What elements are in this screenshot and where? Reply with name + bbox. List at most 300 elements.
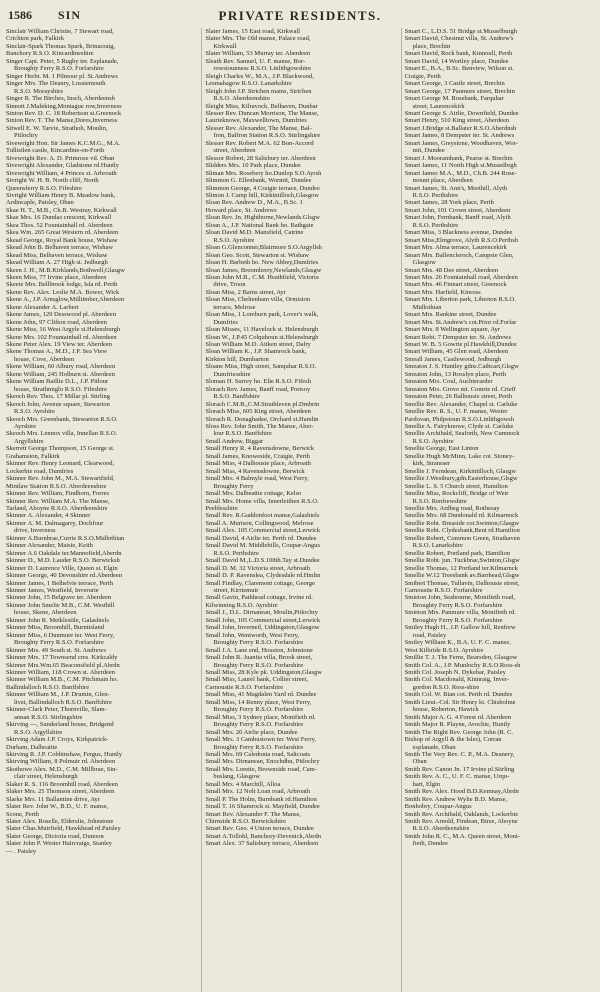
directory-entry-line: Singer Herbt. M. 1 Pilmour pl. St.Andrews [6, 72, 118, 80]
directory-entry-line: Sivright William Henry B. Meadow bank, [6, 191, 116, 199]
directory-entry-line: Skinner William M.B., C.M. Pitchmain ho. [6, 676, 119, 684]
directory-entry-line: Skinner James, Westfield, Inverurie [6, 586, 99, 594]
directory-entry-line: Sloan Miss, 1 Loreburn park, Lover's walk, [205, 311, 319, 319]
directory-entry-line: Smeaton Mrs. Grove mt. Comrie rd. Crieff [404, 385, 516, 393]
directory-entry-line: Skinner A. M. Dalmagarry, Dochfour [6, 519, 104, 527]
directory-entry-line: drive, Inverness [14, 527, 56, 535]
directory-entry-line: Sliman Mrs. Rosebery ho.Dunlop S.O.Ayrsh [205, 169, 322, 177]
directory-entry-line: Craigie, Perth [404, 72, 441, 80]
directory-entry-line: Sloan Miss, 2 Barns street, Ayr [205, 288, 286, 296]
directory-entry-line: R.S.O. Ayrshire [412, 437, 454, 445]
directory-entry-line: Small P. The Holm, Burnbank rd.Hamilton [205, 795, 317, 803]
directory-entry-line: Queensferry R.S.O. Fifeshire [6, 184, 82, 192]
directory-entry-line: Sivewright William, 4 Princes st. Arbroath [6, 169, 117, 177]
directory-entry-line: Smart Mrs. 48 Dee street, Aberdeen [404, 266, 498, 274]
directory-entry-line: Sloan William K., J.P. Shamrock bank, [205, 348, 307, 356]
directory-entry-line: Slorach R. Donaghadee, Orchard st.Hamltn [205, 415, 319, 423]
directory-entry-line: Skea Thos. 52 Fountainhall rd. Aberdeen [6, 221, 113, 229]
directory-entry-line: Smieton John, Seabourne, Monifieth road, [404, 594, 515, 602]
directory-entry-line: Smart Mrs. 46 Finnart street, Greenock [404, 281, 507, 289]
directory-entry-line: Smith Rev. Canon Jn. 17 Irvine pl.Stirling [404, 765, 515, 773]
directory-entry-line: Smart David, Chestnut villa, St. Andrew's [404, 35, 514, 43]
directory-entry-line: Banchory R.S.O. Kincardineshire [6, 50, 94, 58]
directory-entry-line: Smart Mrs. 8 Wellington square, Ayr [404, 326, 501, 334]
directory-entry-line: Smart Henry, 510 King street, Aberdeen [404, 117, 510, 125]
directory-entry-line: Small David M.,L.D.S.108th.Tay st.Dundee [205, 557, 320, 565]
directory-entry-line: Sivright W. H. B. North cliff, North [6, 177, 99, 185]
directory-entry-line: Small Mrs. Dirnanean, Enochdhu, Pitlochry [205, 758, 320, 766]
directory-entry-line: Sloan Miss, Cheltenham villa, Ormiston [205, 296, 311, 304]
directory-entry-line: Skead George, Royal Bank house, Wishaw [6, 236, 118, 244]
directory-entry-line: house, Cove, Aberdeen [14, 355, 75, 363]
directory-entry-line: Smart Alex. 37 Salisbury terrace, Aberdeen [205, 840, 319, 848]
directory-entry-line: Broughty Ferry R.S.O. Forfarshire [213, 743, 304, 751]
directory-entry-line: Singer Mrs. The Deanry, Lossiemouth [6, 80, 106, 88]
directory-entry-line: street, Laurencekirk [412, 102, 465, 110]
directory-entry-line: Sleath Rev. Samuel, U. F. manse, Bor- [205, 57, 306, 65]
directory-entry-line: Small Miss, 28 Kyle pk. Uddingston,Glasgw [205, 668, 322, 676]
directory-entry-line: Smart Mrs. 26 Fountainhall road, Aberdeen [404, 273, 518, 281]
directory-entry-line: Sinnott J.Mafeking,Montague row,Inverness [6, 102, 122, 110]
directory-entry-line: R.S.O. Aberdeenshire [213, 95, 271, 103]
directory-entry-line: Smellie Robert, Portland park, Hamilton [404, 549, 511, 557]
directory-entry-line: Smart J. Moorambank, Pearse st. Brechin [404, 154, 513, 162]
directory-entry-line: Sloan William M.D. Aitken street, Dalry [205, 341, 311, 349]
directory-entry-line: Smart David, Rock bank, Kinnoull, Perth [404, 50, 513, 58]
directory-entry-line: Ardincaple, Paisley, Oban [6, 199, 74, 207]
directory-entry-line: Smart George, 17 Panmure street, Brechin [404, 87, 515, 95]
directory-entry-line: Skeoch John, Avenue square, Stewarton [6, 400, 110, 408]
directory-entry-line: Sloan W., J.P.45 Colquhoun st.Helensburgh [205, 333, 319, 341]
directory-entry-line: Small James, Knoweside, Craigie, Perth [205, 452, 310, 460]
directory-entry-line: Smart George S. Airlie, Downfield, Dundee [404, 109, 519, 117]
directory-entry-line: Sloan John M.B., C.M. Heathfield, Victoria [205, 273, 319, 281]
directory-entry-line: Skene Peter Alex. 19 View ter. Aberdeen [6, 341, 112, 349]
directory-entry-line: Midlothian [412, 303, 442, 311]
directory-entry-line: Small Mrs. Dalbeattie cottage, Kelso [205, 490, 302, 498]
column-3 [401, 28, 594, 992]
directory-entry-line: place, Brechin [412, 42, 451, 50]
directory-entry-line: Slater Chas.Muirfield, Hawkhead rd.Paisley [6, 825, 121, 833]
directory-entry-line: Sloan Rev. Jn. Highthorne,Newlands.Glsgw [205, 214, 320, 222]
directory-entry-line: Small Miss, 4 Ravensdowne, Berwick [205, 467, 305, 475]
directory-entry-line: Broughty Ferry R.S.O. Forfarshire [412, 616, 503, 624]
directory-entry-line: R.S.O. Ayrshire [213, 236, 255, 244]
directory-entry-line: Broughty Ferry R.S.O. Forfarshire [213, 706, 304, 714]
directory-columns [6, 28, 594, 992]
directory-entry-line: Smith John R. C., M.A. Queen street, Moni- [404, 832, 521, 840]
column-2 [201, 28, 394, 992]
directory-entry-line: Smeaton John, 13 Rosslyn place, Perth [404, 370, 506, 378]
directory-entry-line: terrace, Melrose [213, 303, 256, 311]
directory-entry-line: Sitwell E. W. Tarvie, Strathoh, Moulin, [6, 124, 108, 132]
directory-entry-line: Skene William, 60 Albury road, Aberdeen [6, 363, 116, 371]
directory-entry-line: Skene William, 245 Holburn st. Aberdeen [6, 370, 115, 378]
directory-entry-line: Howard place, St. Andrews [205, 206, 277, 214]
directory-entry-line: Sloan James, Broomberry,Newlands,Glasgw [205, 266, 322, 274]
directory-entry-line: Skinner Mrs.Wm.65 Beaconsfield pl.Abrdn [6, 661, 120, 669]
directory-entry-line: road, Paisley [412, 631, 447, 639]
directory-entry-line: R.S.O. Banffshire [213, 393, 260, 401]
directory-entry-line: Sinclair-Spark Thomas Spark, Brinacraig, [6, 42, 115, 50]
directory-entry-line: Slarke Mrs. 11 Ballantine drive, Ayr [6, 795, 100, 803]
directory-entry-line: Skead John B. Belhaven terrace, Wishaw [6, 244, 114, 252]
directory-entry-line: Small John, Inverneil, Uddingston,Glasgow [205, 624, 320, 632]
directory-entry-line: Slater George, Dictoria road, Dunoon [6, 832, 104, 840]
directory-entry-line: Smiley William K., B.A. U. F. C. manse, [404, 639, 511, 647]
directory-entry-line: Smart Miss, 3 Blackness avenue, Dundee [404, 229, 513, 237]
directory-entry-line: Broughty Ferry R.S.O. Forfarshire [213, 721, 304, 729]
directory-entry-line: Sloan Geo. Scott, Stewarton st. Wishaw [205, 251, 309, 259]
column-1 [6, 28, 195, 992]
directory-entry-line: Sloan Rev. Andrew D., M.A., B.Sc. 1 [205, 199, 303, 207]
directory-entry-line: Slater William, 53 Murray ter. Aberdeen [205, 50, 311, 58]
directory-entry-line: Pardovan, Philpstoun R.S.O.Linlithgowsh [404, 415, 515, 423]
directory-entry-line: Glasgow [412, 259, 436, 267]
directory-entry-line: Smart George M. Rosebank, Farquhar [404, 95, 504, 103]
directory-entry-line: Smart James, 28 York place, Perth [404, 199, 494, 207]
directory-entry-line: Grahamston, Falkirk [6, 452, 60, 460]
directory-entry-line: Skinner Rev. William, Findhorn, Forres [6, 490, 110, 498]
directory-entry-line: Smart Mrs. Alma terrace, Laurencekirk [404, 244, 507, 252]
directory-entry-line: Singer R. The Birches, Insch, Aberdeensh [6, 95, 115, 103]
directory-entry-line: Smith Rev. A. C., U. F. C. manse, Urqu- [404, 773, 510, 781]
directory-entry-line: Skead William A. 27 High st. Jedburgh [6, 259, 108, 267]
directory-entry-line: Smellie Thomas, 12 Portland ter.Kilmarnck [404, 564, 518, 572]
directory-entry-line: Smellie J.Westbury,gdn.Easterhouse,Glsgw [404, 475, 518, 483]
directory-entry-line: Smith The Right Rev. George John (R. C. [404, 728, 514, 736]
directory-entry-line: mount place, Aberdeen [412, 177, 473, 185]
directory-entry-line: Skinner Miss, 6 Dunmure ter. West Ferry, [6, 631, 115, 639]
directory-entry-line: R.S.O. Ayrshire [14, 408, 55, 416]
directory-entry-line: Smart William, 45 Glen road, Aberdeen [404, 348, 509, 356]
directory-entry-line: Small A. Murison, Collingwood, Melrose [205, 519, 314, 527]
directory-entry-line: R.S.O. Perthshire [412, 221, 459, 229]
directory-entry-line: Skinner Rev. John M., M.A. Stewartfield, [6, 475, 115, 483]
directory-entry-line: Durham, Dalbeattie [6, 743, 58, 751]
directory-entry-line: Broughty Ferry R.S.O. Forfarshire [14, 65, 104, 73]
directory-entry-line: Small J.A. Lane end, Houston, Johnstone [205, 646, 313, 654]
directory-entry-line: Sloss Rev. John Smith, The Manse, Aber- [205, 423, 314, 431]
directory-entry-line: Skeoch Rev. Thos. 17 Millar pl. Stirling [6, 393, 110, 401]
directory-entry-line: Slesser Rev. Duncan Morrison, The Manse, [205, 109, 319, 117]
directory-entry-line: Smith Col. W. Bian cot. Perth rd. Dundee [404, 691, 513, 699]
directory-entry-line: Smellie Rev. R. S., U. F. manse, Wester [404, 408, 508, 416]
directory-entry-line: Skinner William, 118 Crown st. Aberdeen [6, 668, 115, 676]
directory-entry-line: Small J., D.L. Dirnanean, Moulin,Pitlochry [205, 609, 318, 617]
directory-entry-line: Smart A.Tollohl, Banchory-Devenick,Abrdn [205, 832, 321, 840]
directory-entry-line: Skea Wm. 265 Great Western rd. Aberdeen [6, 229, 119, 237]
directory-entry-line: Sinclair William Christie, 7 Stewart road, [6, 28, 114, 35]
directory-entry-line: Smart John, 101 Crown street, Aberdeen [404, 206, 511, 214]
directory-entry-line: Slater James, 15 East road, Kirkwall [205, 28, 301, 35]
directory-entry-line: rowstounness R.S.O. Linlithgowshire [213, 65, 312, 73]
directory-entry-line: esplanade, Oban [412, 743, 456, 751]
directory-entry-line: Smellie Hugh McMinn, Lake cot. Stoney- [404, 452, 515, 460]
directory-entry-line: Skinner A.Burnbrae,Currie R.S.O.Midlothian [6, 534, 125, 542]
directory-entry-line: R.S.O. Perthshire [412, 191, 459, 199]
directory-entry-line: Sloan A., J.P. National Bank ho. Bathgate [205, 221, 314, 229]
directory-entry-line: Small Miss, Laurel bank, Collier street, [205, 676, 308, 684]
directory-entry-line: Smart Rev. Alexander F. The Manse, [205, 810, 302, 818]
directory-entry-line: Broughty Ferry R.S.O. Forfarshire [213, 661, 304, 669]
directory-entry-line: Skerrett George Thompson, 15 George st. [6, 445, 115, 453]
directory-entry-line: Skinner John R. Meiklestile, Galashiels [6, 616, 109, 624]
directory-entry-line: Skinner Miss, Broomhill, Burntisland [6, 624, 105, 632]
directory-entry-line: Slater Rev. John W., B.D., U. F. manse, [6, 803, 109, 811]
directory-entry-line: Sloman H. Surrey ho. Elie R.S.O. Fifesh [205, 378, 311, 386]
directory-entry-line: Smellie Robt. Breaside cot.Swinton,Glasgw [404, 519, 520, 527]
directory-entry-line: Skeen Miss, 77 Irvine place, Aberdeen [6, 273, 107, 281]
directory-entry-line: Slimmon George, 4 Craigie terrace, Dundee [205, 184, 320, 192]
directory-entry-line: Slorach Rev. James, Banff road, Portsoy [205, 385, 311, 393]
directory-entry-line: Smart Mrs. Liberton park, Liberton R.S.O. [404, 296, 516, 304]
directory-entry-line: Slimmon G. Ellenbank, Wormit, Dundee [205, 177, 312, 185]
directory-entry-line: Smart James, Greystone, Woodhaven, Wor- [404, 139, 518, 147]
directory-entry-line: Smeaton J. S. Huntley gdns.Cathcart,Glsgw [404, 363, 519, 371]
directory-entry-line: Skae H. T., M.B., Ch.B. Westray, Kirkwall [6, 206, 117, 214]
directory-entry-line: Skirving Adam J.P. Croys, Kirkpatrick- [6, 736, 109, 744]
directory-entry-line: Slessor Robert, 28 Salisbury ter. Aberdeen [205, 154, 316, 162]
directory-entry-line: street, Kirriemuir [213, 586, 259, 594]
directory-entry-line: Skirving R. J.P. Cobbinshaw, Fergus, Huntly [6, 750, 123, 758]
directory-entry-line: Ayrshire [14, 423, 37, 431]
directory-entry-line: lour R.S.O. Banffshire [213, 430, 272, 438]
directory-entry-line: Skene William Baillie D.L., J.P. Pitlour [6, 378, 109, 386]
directory-entry-line: R.S.O. Lanarkshire [412, 542, 463, 550]
directory-entry-line: — . Paisley [6, 847, 37, 855]
directory-entry-line: Smellie W.12 Treesbank av.Barrhead,Glsgw [404, 572, 520, 580]
directory-entry-line: Smellie Rev. Alexander, Chapel st. Carluke [404, 400, 518, 408]
directory-entry-line: Lockerbie road, Dumfries [6, 467, 74, 475]
directory-entry-line: Smart Rev. Geo. 4 Union terrace, Dundee [205, 825, 314, 833]
directory-entry-line: Small Miss, 4 Dalhousie place, Arbroath [205, 460, 311, 468]
directory-entry-line: Sinton Rev. T. The Manse,Dores,Inverness [6, 117, 118, 125]
directory-entry-line: Smart John, Fernbank, Banff road, Alyth [404, 214, 511, 222]
directory-entry-line: clair street, Helensburgh [14, 773, 78, 781]
directory-entry-line: Small Gavin, Pathhead cottage, Irvine rd. [205, 594, 313, 602]
directory-entry-line: Small Mrs. Home villa, Innerleithen R.S.O. [205, 497, 319, 505]
directory-entry-line: Small Henry R. 4 Ravensdowne, Berwick [205, 445, 315, 453]
directory-entry-line: Sloane Miss, High street, Sanquhar R.S.O. [205, 363, 317, 371]
directory-entry-line: livet, Ballindalloch R.S.O. Banffshire [14, 698, 112, 706]
directory-entry-line: Skae Mrs. 16 Dundas crescent, Kirkwall [6, 214, 112, 222]
directory-entry-line: hart, Elgin [412, 780, 441, 788]
directory-entry-line: Sivewright Alexander, Gladstone rd.Huntly [6, 162, 119, 170]
directory-entry-line: Skeoch Mrs. Greenbank, Stewarton R.S.O. [6, 415, 118, 423]
directory-entry-line: Smellie A. Fairyknowe, Clyde st. Carluke [404, 423, 514, 431]
directory-entry-line: Skinner Mrs. 17 Townsend cres. Kirkcaldy [6, 654, 118, 662]
directory-entry-line: fron, Balfron Station R.S.O. Stirlingshire [213, 132, 321, 140]
directory-entry-line: Smeaton Mrs. Coul, Auchterarder [404, 378, 493, 386]
directory-entry-line: Slaker R. S. 116 Broomhill road, Aberdeen [6, 780, 118, 788]
directory-entry-line: Smellie Miss, Rockcliff, Bridge of Weir [404, 490, 509, 498]
directory-entry-line: Small Miss, 3 Sydney place, Monifieth rd. [205, 713, 316, 721]
directory-entry-line: Skinner Mrs. 49 South st. St. Andrews [6, 646, 106, 654]
directory-entry-line: Smith Major A. G. 4 Forest rd. Aberdeen [404, 713, 512, 721]
directory-entry-line: Smart J.Bridge st.Ballater R.S.O.Aberdnsh [404, 124, 517, 132]
directory-entry-line: Carnoustie R.S.O. Forfarshire [205, 683, 284, 691]
directory-entry-line: Smith Lieut.-Col. Sir Henry kt. Chisholme [404, 698, 516, 706]
directory-entry-line: Skene Thomas A., M.D., J.P. Sea View [6, 348, 108, 356]
directory-entry-line: Smeaton Peter, 26 Balhousie street, Perth [404, 393, 513, 401]
directory-entry-line: Smart C., L.D.S. 51 Bridge st.Musselburgh [404, 28, 518, 35]
directory-entry-line: Smith Col. Macdonald, Kinnraig, Inver- [404, 676, 510, 684]
directory-entry-line: Small Mrs. 12 Nolt Loan road, Arbroath [205, 788, 311, 796]
directory-entry-line: Smellie Robert, Common Green, Strathaven [404, 534, 520, 542]
directory-entry-line: Skeen J. H., M.B.Kirklands,Bothwell,Glasgw [6, 266, 125, 274]
directory-entry-line: Smart E., B.A., B.Sc. Benview, Wilson st. [404, 65, 514, 73]
directory-entry-line: Smeall James, Castlewood, Jedburgh [404, 355, 502, 363]
directory-entry-line: Ballindalloch R.S.O. Banffshire [6, 683, 90, 691]
directory-entry-line: Sivewright Hon. Sir James K.C.M.G., M.A. [6, 139, 121, 147]
directory-entry-line: Skead Miss, Belhaven terrace, Wishaw [6, 251, 108, 259]
directory-entry-line: Sivewright Rev. A. D. Primrose vil. Oban [6, 154, 115, 162]
directory-entry-line: Smith Rev. Alex. Hood B.D.Kemnay,Abrdn [404, 788, 519, 796]
directory-entry-line: Smith Rev. Arnold, Findean, Birse, Aboyne [404, 818, 518, 826]
directory-entry-line: Small Mrs. 3 Cambustown ter. West Ferry, [205, 736, 317, 744]
directory-entry-line: R.S.O. Morayshire [14, 87, 64, 95]
directory-entry-line: Tullisilen castle, Kincardine-on-Forth [6, 147, 105, 155]
directory-entry-line: Sleigh John J.P. Strichen mains, Strichen [205, 87, 312, 95]
directory-entry-line: Smillie T. J. The Ferns, Bearsden, Glasgow [404, 654, 518, 662]
directory-entry-line: Small John R. Juanita villa, Brook street, [205, 654, 313, 662]
directory-entry-line: Skene Rev. Alex. Leslie M.A. Bower, Wick [6, 288, 120, 296]
directory-entry-line: Oban [412, 758, 427, 766]
directory-entry-line: Bishop of Argyll & the Isles), Corran [404, 736, 502, 744]
section-code: SIN [58, 8, 82, 22]
directory-entry-line: Laurieknowe, Maxwelltown, Dumfries [205, 117, 307, 125]
directory-entry-line: Skinner Rev. William M.A. The Manse, [6, 497, 110, 505]
directory-entry-line: mit, Dundee [412, 147, 445, 155]
directory-entry-line: Smith Col. A., J.P. Munlochy R.S.O.Ross-sh [404, 661, 521, 669]
directory-entry-line: Broughty Ferry R.S.O. Forfarshire [14, 639, 104, 647]
directory-entry-line: Smith The Very Rev. C. P., M.A. Deanery, [404, 750, 515, 758]
directory-entry-line: street, Aberdeen [213, 147, 256, 155]
directory-entry-line: Smellie Mrs. Ardbeg road, Rothesay [404, 505, 500, 512]
directory-entry-line: Skinner George, 40 Devonshire rd.Aberdeen [6, 572, 123, 580]
directory-entry-line: Skinner D., M.D. Lauder R.S.O. Berwicksh [6, 557, 120, 565]
directory-entry-line: kirk, Stranraer [412, 460, 451, 468]
directory-entry-line: Smellie J. Ferndean, Kirkintilloch, Glasgw [404, 467, 517, 475]
directory-entry-line: gordon R.S.O. Ross-shire [412, 683, 480, 691]
directory-entry-line: Smart Robt. 7 Dempster ter. St. Andrews [404, 333, 511, 341]
directory-entry-line: Small Findlay, Claremont cottage, George [205, 579, 315, 587]
directory-entry-line: Skeete Mrs. Bellbrook lodge, Isla rd. Perth [6, 281, 118, 289]
directory-entry-line: Carnoustie R.S.O. Forfarshire [404, 586, 483, 594]
directory-entry-line: Skothowe Alex. M.D., C.M. Millbrae, Sin- [6, 765, 118, 773]
directory-entry-line: house, Strathmiglo R.S.O. Fifeshire [14, 385, 107, 393]
directory-entry-line: Smieton Mrs. Panmure villa, Monifieth rd. [404, 609, 516, 617]
directory-entry-line: Mintlaw Station R.S.O. Aberdeenshire [6, 482, 107, 490]
directory-entry-line: Slidders Mrs. 10 Park place, Dundee [205, 162, 301, 170]
directory-entry-line: Small John, Wentworth, West Ferry, [205, 631, 300, 639]
directory-entry-line: Skinner Alexander, Maisie, Keith [6, 542, 93, 550]
directory-entry-line: Peeblesshire [205, 505, 238, 512]
directory-entry-line: Slorach Miss, 605 King street, Aberdeen [205, 408, 311, 416]
page-header [6, 8, 594, 24]
directory-entry-line: Slesser Rev. Robert M.A. 62 Bon-Accord [205, 139, 314, 147]
directory-entry-line: Argyllshire [14, 437, 44, 445]
directory-entry-line: Smellie Robt. jun. Tuckbrae,Swinton,Glsgw [404, 557, 520, 565]
directory-entry-line: Dumfriesshire [213, 370, 251, 378]
directory-entry-line: Small Mrs. 4 Balmyle road, West Ferry, [205, 475, 309, 483]
directory-entry-line: Skene Mrs. 102 Fountainhall rd. Aberdeen [6, 333, 117, 341]
directory-entry-line: Smart Mrs. St.Andrew's cot.Prior rd.Forfar [404, 318, 517, 326]
directory-entry-line: Sloan G.Glenconner,Blairmore S.O.Argyllsh [205, 244, 322, 252]
directory-entry-line: Broughty Ferry R.S.O. Forfarshire [412, 601, 503, 609]
directory-entry-line: Smibert Thomas, Tullavin, Dalhousie street, [404, 579, 520, 587]
directory-entry-line: Small Rev. R.Gaddonfoot manse,Galashiels [205, 512, 320, 520]
directory-entry-line: Slimon J. Camp hill, Kirkintilloch,Glasgow [205, 191, 319, 199]
directory-entry-line: Skinner Rev. Henry Leonard, Clearwood, [6, 460, 115, 468]
directory-entry-line: West Kilbride R.S.O. Ayrshire [404, 646, 484, 654]
directory-entry-line: Skinner A.6 Oakdale ter.Mannofield,Aberdn [6, 549, 122, 557]
directory-entry-line: Smart James, St. Ann's, Meethill, Alyth [404, 184, 508, 192]
directory-entry-line: Skene A., J.P. Arnsglow,Milltimber,Aberdeen [6, 296, 125, 304]
directory-entry-line: Sleight Miss, Kilravock, Belhaven, Dunbar [205, 102, 318, 110]
directory-entry-line: R.S.O. Argyllshire [14, 728, 63, 736]
directory-entry-line: Smiley Hugh H., J.P. Gallow hill, Renfrew [404, 624, 516, 632]
directory-entry-line: Pitlochry [14, 132, 38, 140]
directory-entry-line: Smart George, 3 Castle street, Brechin [404, 80, 505, 88]
directory-entry-line: Skeoch Mrs. Lennox villa, Innellan R.S.O. [6, 430, 118, 438]
directory-entry-line: Smith Major R. Playne, Avochie, Huntly [404, 721, 511, 729]
directory-entry-line: Small T. 16 Shamrock st. Mayfield, Dundee [205, 803, 320, 811]
directory-entry-line: Skirving William, 8 Polmuir rd. Aberdeen [6, 758, 116, 766]
directory-entry-line: Singer Capt. Peter, 5 Rugby ter. Esplanade, [6, 57, 119, 65]
directory-entry-line: Small Miss, 14 Renny place, West Ferry, [205, 698, 312, 706]
directory-entry-line: Small David, 4 Airlie ter. Perth rd. Dundee [205, 534, 317, 542]
directory-entry-line: Small Mrs. 69 Caledonia road, Saltcoats [205, 750, 311, 758]
page-title: PRIVATE RESIDENTS. [218, 8, 382, 23]
directory-entry-line: Slater John P. Wester Haircraigs, Stanley [6, 840, 113, 848]
directory-entry-line: Broughty Ferry R.S.O. Forfarshire [213, 639, 304, 647]
directory-entry-line: Smellie George, East Linton [404, 445, 479, 453]
directory-entry-line: Slater Mrs. The Old manse, Palace road, [205, 35, 311, 43]
directory-entry-line: Smart James, 8 Dempster ter. St. Andrews [404, 132, 515, 140]
directory-entry-line: Small D. P. Ravenslea, Clydesdale rd.Hmltn [205, 572, 321, 580]
directory-entry-line: Smellie Mrs. 68 Dundonald rd. Kilmarnock [404, 512, 519, 520]
directory-entry-line: R.S.O. Aberdeenshire [412, 825, 470, 833]
directory-entry-line: Skene Miss, 16 West Argyle st.Helensburgh [6, 326, 121, 334]
directory-entry-line: Kirkton hill, Dumbarton [205, 355, 269, 363]
directory-entry-line: Small David M. Middlehills, Coupar-Angus [205, 542, 321, 550]
directory-entry-line: Skinner-Clark Peter, Thornville, Slam- [6, 706, 107, 714]
directory-entry-line: Small D. M. 32 Victoria street, Arbroath [205, 564, 311, 572]
directory-entry-line: buslang, Glasgow [213, 773, 260, 781]
directory-entry-line: Smart Mrs. Ballencleroch, Campsie Glen, [404, 251, 514, 259]
page-number: 1586 [8, 8, 32, 22]
directory-entry-line: house, Roberton, Hawick [412, 706, 479, 714]
directory-entry-line: Smellie Robt. Clydesbank,Bent rd.Hamilton [404, 527, 520, 535]
directory-entry-line: Slater Alex. Roselle, Elderslie, Johnstone [6, 818, 114, 826]
directory-entry-line: annan R.S.O. Stirlingshire [14, 713, 83, 721]
directory-entry-line: Small Mrs. 4 Marchill, Alloa [205, 780, 281, 788]
directory-entry-line: Bonhobry, Coupar-Angus [404, 803, 472, 811]
directory-entry-line: fieth, Dundee [412, 840, 449, 848]
directory-entry-line: Smart Mrs. Rankine street, Dundee [404, 311, 497, 319]
directory-entry-line: Smith Rev. Andrew Wylie B.D. Manse, [404, 795, 508, 803]
directory-entry-line: Smart Mrs. Harfield, Kinross [404, 288, 481, 296]
directory-entry-line: Broughty Ferry [213, 482, 254, 490]
directory-entry-line: Sloan David M.D. Mansfield, Catrine [205, 229, 304, 237]
directory-entry-line: Smart David, 14 Wortley place, Dundee [404, 57, 509, 65]
directory-entry-line: Sleigh Charles W., M.A., J.P. Blackwood, [205, 72, 314, 80]
directory-entry-line: Smart Miss,Elmgrove, Alyth R.S.O.Perthsh [404, 236, 519, 244]
directory-entry-line: Smart James, 11 North High st.Musselbrgh [404, 162, 517, 170]
directory-entry-line: Small Miss, 41 Magdalen Yard rd. Dundee [205, 691, 317, 699]
